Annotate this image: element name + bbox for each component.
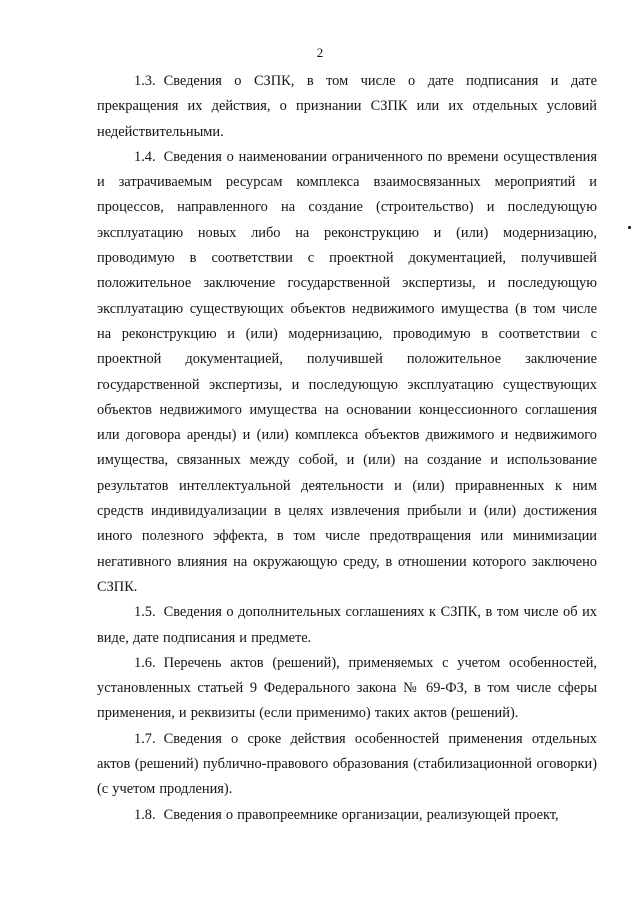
paragraph-text: Сведения о правопреемнике организации, реализующей проект, bbox=[163, 806, 559, 823]
paragraph-1-8 bbox=[97, 803, 597, 828]
paragraph-1-7 bbox=[97, 727, 597, 803]
paragraph-text: Сведения о сроке действия особенностей применения отдельных актов (решений) публично-правового образования (стабилизационной оговорки) (с учетом продления). bbox=[97, 730, 597, 798]
paragraph-number: 1.8. bbox=[134, 806, 156, 823]
document-body bbox=[97, 69, 597, 828]
page-number: 2 bbox=[316, 45, 324, 60]
paragraph-1-5 bbox=[97, 600, 597, 651]
scan-speck bbox=[628, 226, 631, 229]
paragraph-number: 1.3. bbox=[134, 73, 156, 89]
paragraph-1-3 bbox=[97, 69, 597, 145]
paragraph-text: Сведения о СЗПК, в том числе о дате подписания и дате прекращения их действия, о признании СЗПК или их отдельных условий недействительными. bbox=[97, 73, 597, 140]
paragraph-number: 1.4. bbox=[134, 148, 156, 165]
paragraph-text: Сведения о дополнительных соглашениях к СЗПК, в том числе об их виде, дате подписания и предмете. bbox=[97, 604, 597, 646]
paragraph-1-4 bbox=[97, 145, 597, 600]
paragraph-text: Сведения о наименовании ограниченного по времени осуществления и затрачиваемым ресурсам комплекса взаимосвязанных мероприятий и процессов, направленного на создание (строительство) и последующую эксплуатацию новых либо на реконструкцию и (или) модернизацию, проводимую в соответствии с проектной документацией, получившей положительное заключение государственной экспертизы, и последующую эксплуатацию существующих объектов недвижимого имущества (в том числе на реконструкцию и (или) модернизацию, проводимую в соответствии с проектной документацией, получившей положительное заключение государственной экспертизы, и последующую эксплуатацию существующих объектов недвижимого имущества на основании концессионного соглашения или договора аренды) и (или) комплекса объектов движимого и недвижимого имущества, связанных между собой, и (или) на создание и использование результатов интеллектуальной деятельности и (или) приравненных к ним средств индивидуализации в целях извлечения прибыли и (или) достижения иного полезного эффекта, в том числе предотвращения или минимизации негативного влияния на окружающую среду, в отношении которого заключено СЗПК. bbox=[97, 148, 597, 595]
paragraph-number: 1.7. bbox=[134, 730, 156, 747]
paragraph-text: Перечень актов (решений), применяемых с учетом особенностей, установленных статьей 9 Федерального закона № 69-ФЗ, в том числе сферы применения, и реквизиты (если применимо) таких актов (решений). bbox=[97, 654, 597, 722]
paragraph-number: 1.5. bbox=[134, 604, 156, 621]
paragraph-number: 1.6. bbox=[134, 654, 156, 671]
paragraph-1-6 bbox=[97, 651, 597, 727]
